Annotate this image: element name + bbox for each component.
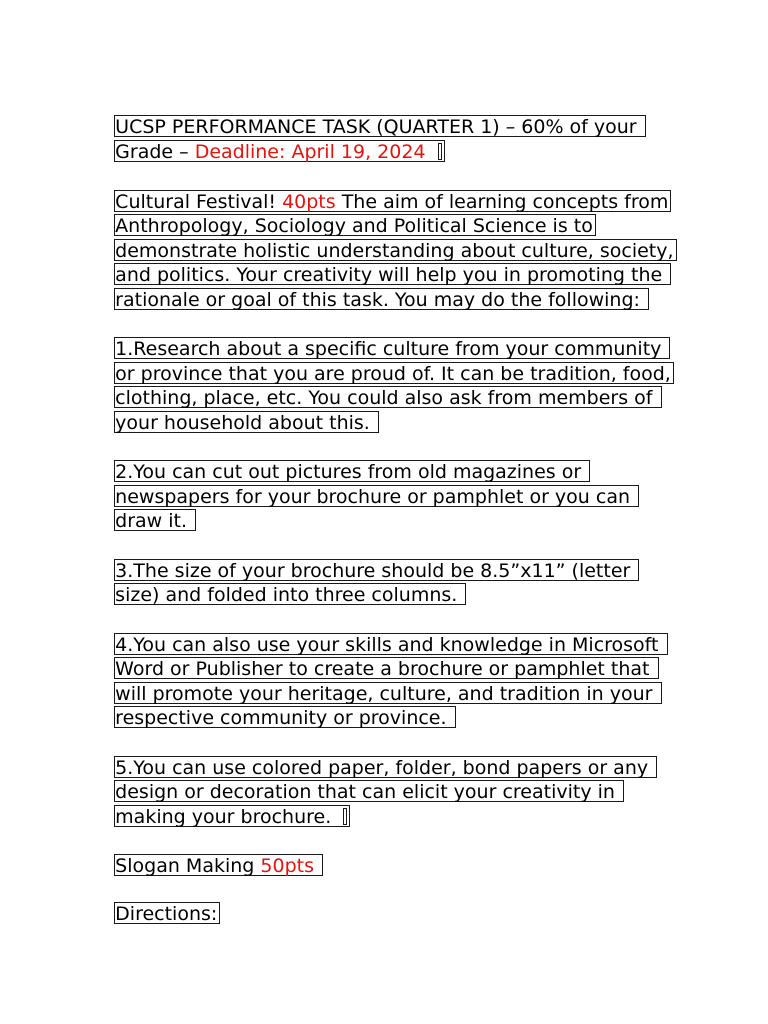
header-line-1 [90, 93, 646, 138]
directions-heading: Directions: [114, 902, 220, 924]
item-1-text-4: your household about this. [114, 411, 379, 433]
item-2-line-2 [90, 463, 639, 508]
slogan-points: 50pts [260, 855, 321, 877]
item-5-line-2 [90, 758, 624, 803]
cultural-festival-line-2 [90, 192, 596, 237]
item-1-line-4 [90, 389, 379, 434]
item-2-line-1 [90, 438, 590, 483]
item-4-line-1 [90, 611, 668, 656]
item-3-line-1 [90, 537, 639, 582]
item-4-text-4: respective community or province. [114, 706, 455, 728]
directions-line [90, 880, 220, 925]
item-3-text-1: 3.The size of your brochure should be 8.5”x11” (letter [114, 559, 639, 581]
item-4-text-3: will promote your heritage, culture, and tradition in your [114, 682, 661, 704]
cultural-festival-text-2: Anthropology, Sociology and Political Science is to [114, 214, 596, 236]
item-1-line-3 [90, 364, 662, 409]
item-5-text-2: design or decoration that can elicit your creativity in [114, 780, 624, 802]
item-2-text-2: newspapers for your brochure or pamphlet or you can [114, 485, 639, 507]
cultural-festival-line-5 [90, 266, 649, 311]
cultural-festival-text-3: demonstrate holistic understanding about culture, society, [114, 239, 676, 261]
cultural-festival-text-5: rationale or goal of this task. You may do the following: [114, 288, 649, 310]
header-line-2 [90, 118, 445, 163]
item-2-text-1: 2.You can cut out pictures from old magazines or [114, 460, 590, 482]
slogan-heading [114, 854, 323, 876]
item-1-line-1 [90, 315, 670, 360]
item-1-text-2: or province that you are proud of. It can be tradition, food, [114, 362, 674, 384]
cultural-festival-line-1 [90, 168, 671, 213]
deadline-text: Deadline: April 19, 2024 [194, 141, 432, 163]
item-4-line-2 [90, 635, 659, 680]
item-5-text-3-wrap [114, 805, 350, 827]
item-5-text-3: making your brochure. [115, 806, 338, 828]
item-1-text-3: clothing, place, etc. You could also ask from members of [114, 386, 661, 408]
cultural-festival-text-1: The aim of learning concepts from [335, 191, 669, 213]
slogan-line [90, 832, 323, 877]
item-5-text-1: 5.You can use colored paper, folder, bond papers or any [114, 756, 657, 778]
item-3-text-2: size) and folded into three columns. [114, 583, 466, 605]
header-title: UCSP PERFORMANCE TASK (QUARTER 1) – 60% of your [114, 115, 646, 137]
header-deadline-line [114, 140, 444, 162]
item-4-text-2: Word or Publisher to create a brochure or pamphlet that [114, 657, 658, 679]
text-cursor-marker [438, 143, 442, 160]
cultural-festival-points: 40pts [282, 191, 336, 213]
grade-label: Grade – [115, 141, 195, 163]
item-1-text-1: 1.Research about a specific culture from your community [114, 337, 670, 359]
cultural-festival-text-4: and politics. Your creativity will help you in promoting the [114, 263, 671, 285]
item-1-line-2 [90, 340, 674, 385]
item-4-text-1: 4.You can also use your skills and knowledge in Microsoft [114, 633, 667, 655]
item-4-line-3 [90, 660, 662, 705]
cultural-festival-title: Cultural Festival! [115, 191, 283, 213]
item-4-line-4 [90, 684, 456, 729]
text-cursor-marker [343, 808, 347, 825]
item-2-line-3 [90, 487, 196, 532]
item-5-line-3 [90, 783, 350, 828]
item-3-line-2 [90, 561, 466, 606]
cultural-festival-line-3 [90, 217, 677, 262]
cultural-festival-line-4 [90, 241, 671, 286]
slogan-title: Slogan Making [115, 855, 261, 877]
item-5-line-1 [90, 734, 657, 779]
item-2-text-3: draw it. [114, 509, 196, 531]
